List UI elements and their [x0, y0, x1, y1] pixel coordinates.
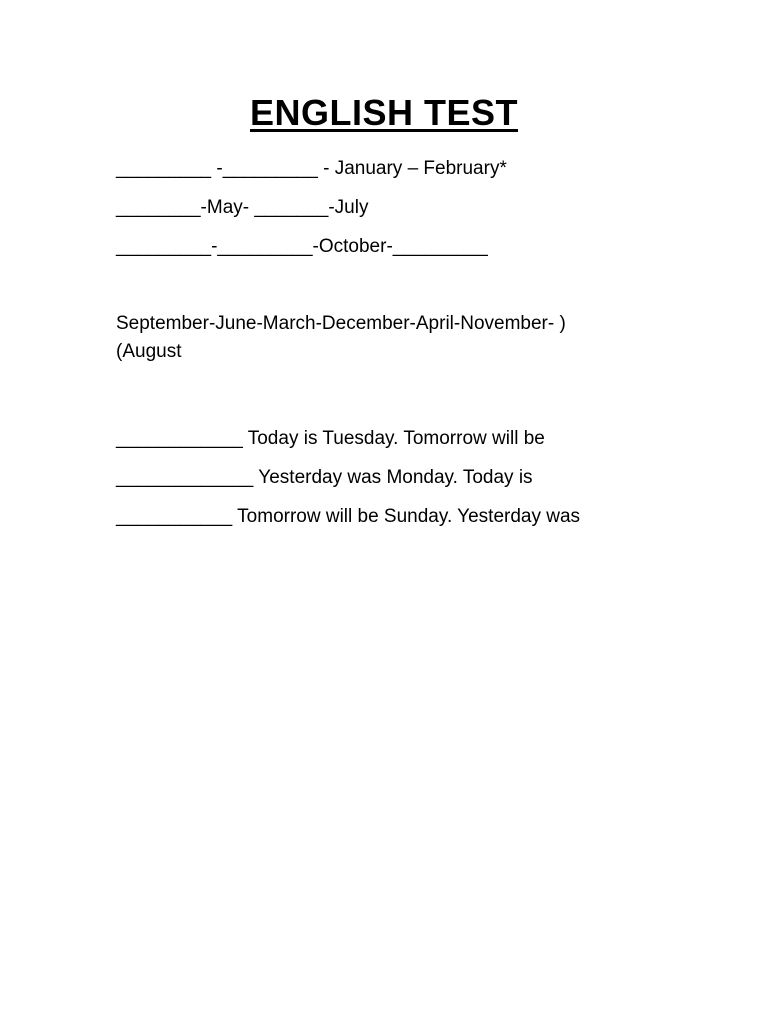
page-title: ENGLISH TEST: [249, 92, 519, 133]
days-line-1: ____________ Today is Tuesday. Tomorrow will be: [116, 428, 545, 449]
months-line-1: _________ -_________ - January – February*: [116, 158, 507, 179]
months-line-3: _________-_________-October-_________: [116, 236, 488, 257]
days-line-2: _____________ Yesterday was Monday. Today is: [116, 467, 533, 488]
months-line-2: ________-May- _______-July: [116, 197, 369, 218]
word-bank-line-1: September-June-March-December-April-November- ): [116, 313, 566, 334]
days-line-3: ___________ Tomorrow will be Sunday. Yesterday was: [116, 506, 581, 527]
word-bank-line-2: (August: [116, 341, 182, 362]
